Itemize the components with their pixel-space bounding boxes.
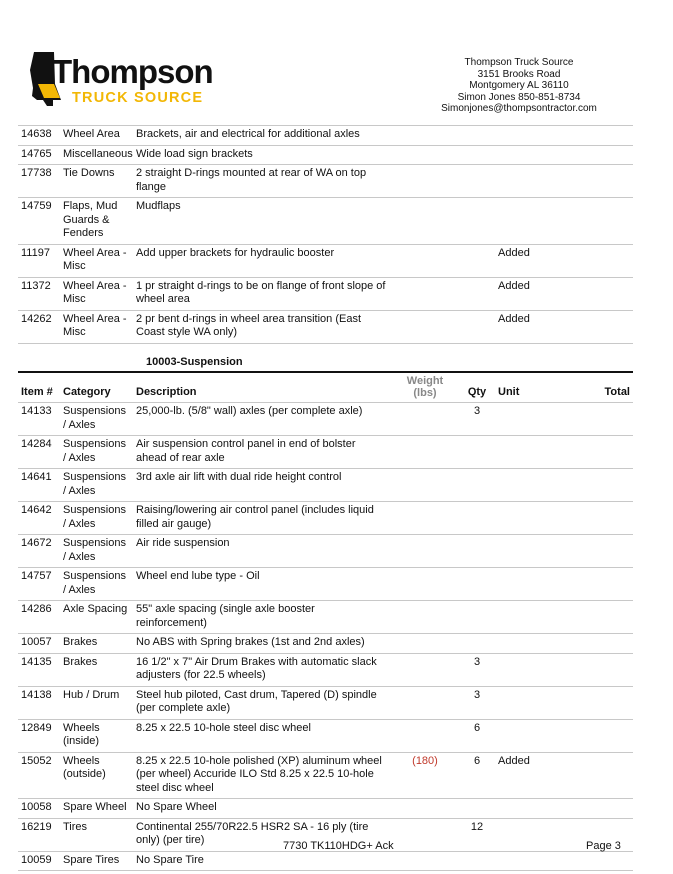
cell-item: 14133 bbox=[18, 403, 60, 436]
cell-total bbox=[551, 601, 633, 634]
cell-qty: 3 bbox=[459, 403, 495, 436]
cell-qty bbox=[459, 198, 495, 245]
contact-address: 3151 Brooks Road bbox=[477, 68, 561, 80]
cell-description: No Spare Wheel bbox=[133, 799, 391, 819]
logo-tagline: TRUCK SOURCE bbox=[72, 90, 204, 106]
table-row bbox=[18, 403, 633, 436]
table-row bbox=[18, 165, 633, 198]
cell-description: 2 straight D-rings mounted at rear of WA on top flange bbox=[133, 165, 391, 198]
cell-weight bbox=[391, 568, 459, 601]
cell-description: Air suspension control panel in end of bolster ahead of rear axle bbox=[133, 436, 391, 469]
cell-unit bbox=[495, 165, 551, 198]
cell-qty bbox=[459, 145, 495, 165]
cell-qty bbox=[459, 277, 495, 310]
cell-item: 11372 bbox=[18, 277, 60, 310]
cell-item: 14765 bbox=[18, 145, 60, 165]
cell-unit: Added bbox=[495, 310, 551, 343]
table-row bbox=[18, 145, 633, 165]
cell-weight: (180) bbox=[391, 752, 459, 799]
cell-item: 16219 bbox=[18, 818, 60, 851]
cell-description: Wheel end lube type - Oil bbox=[133, 568, 391, 601]
table-header-row bbox=[18, 372, 633, 403]
header-weight-line2: (lbs) bbox=[413, 387, 437, 399]
cell-weight bbox=[391, 469, 459, 502]
cell-total bbox=[551, 653, 633, 686]
cell-description: 1 pr straight d-rings to be on flange of front slope of wheel area bbox=[133, 277, 391, 310]
cell-weight bbox=[391, 436, 459, 469]
header-item: Item # bbox=[18, 372, 60, 403]
cell-weight bbox=[391, 535, 459, 568]
cell-total bbox=[551, 469, 633, 502]
cell-qty: 6 bbox=[459, 752, 495, 799]
cell-total bbox=[551, 244, 633, 277]
cell-total bbox=[551, 502, 633, 535]
cell-weight bbox=[391, 601, 459, 634]
cell-item: 14135 bbox=[18, 653, 60, 686]
table-row bbox=[18, 310, 633, 343]
cell-weight bbox=[391, 653, 459, 686]
cell-weight bbox=[391, 799, 459, 819]
cell-category: Brakes bbox=[60, 653, 133, 686]
cell-category: Suspensions / Axles bbox=[60, 403, 133, 436]
cell-weight bbox=[391, 165, 459, 198]
cell-description: Air ride suspension bbox=[133, 535, 391, 568]
cell-total bbox=[551, 719, 633, 752]
cell-item: 10057 bbox=[18, 634, 60, 654]
cell-weight bbox=[391, 198, 459, 245]
cell-total bbox=[551, 851, 633, 871]
cell-item: 14672 bbox=[18, 535, 60, 568]
cell-weight bbox=[391, 403, 459, 436]
cell-total bbox=[551, 145, 633, 165]
table-row bbox=[18, 126, 633, 145]
cell-unit bbox=[495, 145, 551, 165]
cell-unit bbox=[495, 634, 551, 654]
cell-description: Steel hub piloted, Cast drum, Tapered (D) spindle (per complete axle) bbox=[133, 686, 391, 719]
cell-description: 16 1/2" x 7" Air Drum Brakes with automatic slack adjusters (for 22.5 wheels) bbox=[133, 653, 391, 686]
table-row bbox=[18, 436, 633, 469]
cell-qty bbox=[459, 502, 495, 535]
cell-qty: 3 bbox=[459, 653, 495, 686]
cell-item: 10058 bbox=[18, 799, 60, 819]
cell-description: Add upper brackets for hydraulic booster bbox=[133, 244, 391, 277]
cell-weight bbox=[391, 634, 459, 654]
contact-email[interactable]: Simonjones@thompsontractor.com bbox=[441, 103, 597, 114]
cell-description: 55" axle spacing (single axle booster reinforcement) bbox=[133, 601, 391, 634]
cell-total bbox=[551, 126, 633, 145]
cell-unit: Added bbox=[495, 277, 551, 310]
suspension-rows bbox=[18, 403, 633, 871]
company-logo bbox=[28, 50, 218, 112]
table-row bbox=[18, 469, 633, 502]
cell-unit: Added bbox=[495, 752, 551, 799]
cell-qty bbox=[459, 799, 495, 819]
suspension-table bbox=[18, 371, 633, 871]
cell-qty bbox=[459, 535, 495, 568]
cell-item: 14138 bbox=[18, 686, 60, 719]
footer-page-number: Page 3 bbox=[586, 840, 621, 852]
cell-weight bbox=[391, 277, 459, 310]
cell-unit bbox=[495, 403, 551, 436]
cell-description: 3rd axle air lift with dual ride height control bbox=[133, 469, 391, 502]
cell-category: Wheels (outside) bbox=[60, 752, 133, 799]
cell-total bbox=[551, 310, 633, 343]
cell-category: Flaps, Mud Guards & Fenders bbox=[60, 198, 133, 245]
cell-weight bbox=[391, 719, 459, 752]
cell-unit bbox=[495, 851, 551, 871]
cell-unit bbox=[495, 719, 551, 752]
cell-item: 10059 bbox=[18, 851, 60, 871]
header-description: Description bbox=[133, 372, 391, 403]
cell-item: 14262 bbox=[18, 310, 60, 343]
cell-item: 14286 bbox=[18, 601, 60, 634]
cell-qty bbox=[459, 244, 495, 277]
cell-category: Tires bbox=[60, 818, 133, 851]
wheel-area-table bbox=[18, 125, 633, 344]
table-row bbox=[18, 244, 633, 277]
header-total: Total bbox=[551, 372, 633, 403]
table-row bbox=[18, 686, 633, 719]
cell-unit bbox=[495, 653, 551, 686]
table-row bbox=[18, 634, 633, 654]
cell-total bbox=[551, 686, 633, 719]
cell-weight bbox=[391, 502, 459, 535]
cell-description: Raising/lowering air control panel (includes liquid filled air gauge) bbox=[133, 502, 391, 535]
cell-qty bbox=[459, 851, 495, 871]
table-row bbox=[18, 502, 633, 535]
cell-category: Spare Tires bbox=[60, 851, 133, 871]
cell-qty bbox=[459, 436, 495, 469]
cell-unit bbox=[495, 686, 551, 719]
cell-item: 12849 bbox=[18, 719, 60, 752]
cell-weight bbox=[391, 145, 459, 165]
cell-qty bbox=[459, 634, 495, 654]
table-row bbox=[18, 601, 633, 634]
cell-unit bbox=[495, 799, 551, 819]
cell-category: Spare Wheel bbox=[60, 799, 133, 819]
cell-unit bbox=[495, 436, 551, 469]
cell-description: Brackets, air and electrical for additional axles bbox=[133, 126, 391, 145]
cell-category: Suspensions / Axles bbox=[60, 502, 133, 535]
cell-total bbox=[551, 752, 633, 799]
cell-weight bbox=[391, 686, 459, 719]
logo-wordmark: Thompson bbox=[52, 53, 213, 90]
cell-category: Miscellaneous bbox=[60, 145, 133, 165]
cell-item: 14284 bbox=[18, 436, 60, 469]
cell-unit bbox=[495, 126, 551, 145]
footer-document-id: 7730 TK110HDG+ Ack bbox=[283, 840, 394, 852]
cell-item: 14638 bbox=[18, 126, 60, 145]
cell-qty bbox=[459, 165, 495, 198]
cell-category: Hub / Drum bbox=[60, 686, 133, 719]
cell-weight bbox=[391, 244, 459, 277]
cell-total bbox=[551, 568, 633, 601]
table-row bbox=[18, 752, 633, 799]
cell-unit bbox=[495, 198, 551, 245]
cell-unit bbox=[495, 568, 551, 601]
cell-item: 11197 bbox=[18, 244, 60, 277]
cell-category: Tie Downs bbox=[60, 165, 133, 198]
cell-category: Wheel Area - Misc bbox=[60, 277, 133, 310]
cell-category: Axle Spacing bbox=[60, 601, 133, 634]
cell-description: No Spare Tire bbox=[133, 851, 391, 871]
cell-category: Wheel Area - Misc bbox=[60, 310, 133, 343]
header-qty: Qty bbox=[459, 372, 495, 403]
cell-total bbox=[551, 436, 633, 469]
header-weight-line1: Weight bbox=[406, 375, 444, 387]
cell-category: Wheel Area - Misc bbox=[60, 244, 133, 277]
cell-total bbox=[551, 535, 633, 568]
cell-item: 14759 bbox=[18, 198, 60, 245]
header-category: Category bbox=[60, 372, 133, 403]
cell-item: 15052 bbox=[18, 752, 60, 799]
cell-weight bbox=[391, 851, 459, 871]
cell-unit: Added bbox=[495, 244, 551, 277]
cell-description: Wide load sign brackets bbox=[133, 145, 391, 165]
cell-category: Suspensions / Axles bbox=[60, 568, 133, 601]
cell-weight bbox=[391, 818, 459, 851]
cell-unit bbox=[495, 818, 551, 851]
cell-category: Suspensions / Axles bbox=[60, 469, 133, 502]
cell-unit bbox=[495, 502, 551, 535]
cell-total bbox=[551, 277, 633, 310]
cell-item: 14757 bbox=[18, 568, 60, 601]
cell-description: 2 pr bent d-rings in wheel area transition (East Coast style WA only) bbox=[133, 310, 391, 343]
cell-total bbox=[551, 799, 633, 819]
cell-unit bbox=[495, 535, 551, 568]
cell-qty bbox=[459, 601, 495, 634]
cell-item: 14642 bbox=[18, 502, 60, 535]
cell-total bbox=[551, 198, 633, 245]
cell-total bbox=[551, 634, 633, 654]
cell-category: Suspensions / Axles bbox=[60, 436, 133, 469]
table-row bbox=[18, 799, 633, 819]
contact-city: Montgomery AL 36110 bbox=[469, 80, 569, 91]
cell-description: 8.25 x 22.5 10-hole polished (XP) aluminum wheel (per wheel) Accuride ILO Std 8.25 x 22.5 10-hole steel disc wheel bbox=[133, 752, 391, 799]
cell-category: Wheel Area bbox=[60, 126, 133, 145]
cell-qty bbox=[459, 568, 495, 601]
table-row bbox=[18, 535, 633, 568]
contact-person: Simon Jones 850-851-8734 bbox=[457, 91, 581, 103]
cell-qty: 3 bbox=[459, 686, 495, 719]
table-row bbox=[18, 851, 633, 871]
cell-description: Mudflaps bbox=[133, 198, 391, 245]
header-weight bbox=[391, 372, 459, 403]
cell-unit bbox=[495, 601, 551, 634]
contact-block bbox=[409, 57, 629, 115]
wheel-area-rows bbox=[18, 126, 633, 343]
cell-qty bbox=[459, 469, 495, 502]
contact-company: Thompson Truck Source bbox=[464, 57, 574, 68]
section-title-suspension: 10003-Suspension bbox=[146, 356, 243, 368]
cell-description: Continental 255/70R22.5 HSR2 SA - 16 ply (tire only) (per tire) bbox=[133, 818, 391, 851]
table-row bbox=[18, 653, 633, 686]
cell-weight bbox=[391, 310, 459, 343]
cell-total bbox=[551, 165, 633, 198]
cell-qty bbox=[459, 126, 495, 145]
table-row bbox=[18, 198, 633, 245]
cell-category: Wheels (inside) bbox=[60, 719, 133, 752]
cell-item: 17738 bbox=[18, 165, 60, 198]
cell-category: Suspensions / Axles bbox=[60, 535, 133, 568]
cell-qty: 12 bbox=[459, 818, 495, 851]
cell-description: 25,000-lb. (5/8" wall) axles (per complete axle) bbox=[133, 403, 391, 436]
cell-qty: 6 bbox=[459, 719, 495, 752]
cell-unit bbox=[495, 469, 551, 502]
cell-weight bbox=[391, 126, 459, 145]
cell-description: No ABS with Spring brakes (1st and 2nd axles) bbox=[133, 634, 391, 654]
cell-qty bbox=[459, 310, 495, 343]
cell-item: 14641 bbox=[18, 469, 60, 502]
cell-category: Brakes bbox=[60, 634, 133, 654]
table-row bbox=[18, 568, 633, 601]
cell-total bbox=[551, 403, 633, 436]
table-row bbox=[18, 277, 633, 310]
cell-description: 8.25 x 22.5 10-hole steel disc wheel bbox=[133, 719, 391, 752]
table-row bbox=[18, 719, 633, 752]
header-unit: Unit bbox=[495, 372, 551, 403]
